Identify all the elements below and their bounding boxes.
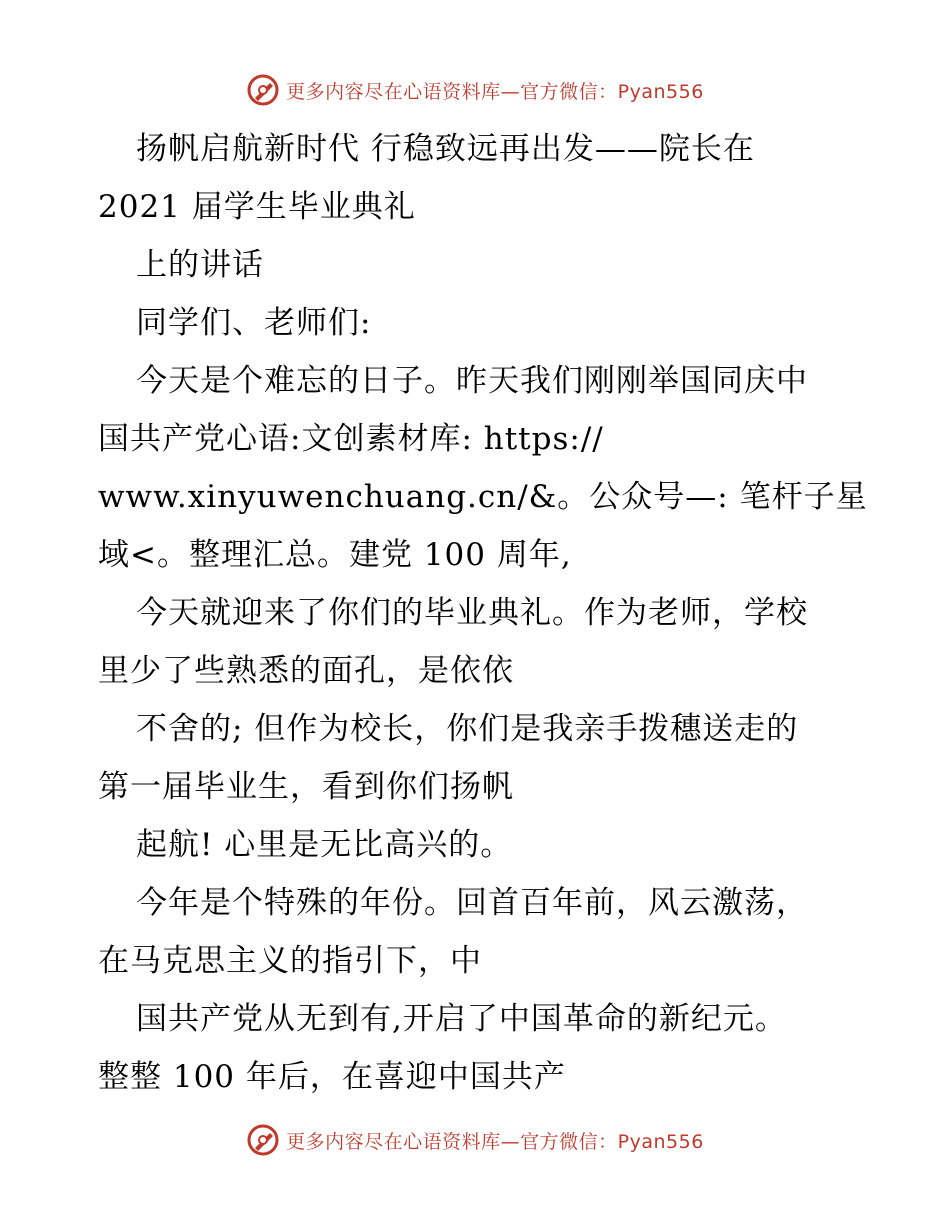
paragraph-line: 国共产党心语:文创素材库: https:// <box>98 421 604 457</box>
paragraph-line: www.xinyuwenchuang.cn/&。公众号—: 笔杆子星 <box>98 479 868 515</box>
pen-logo-icon <box>246 73 280 107</box>
paragraph-line: 今天是个难忘的日子。昨天我们刚刚举国同庆中 <box>136 363 808 399</box>
paragraph-line: 今年是个特殊的年份。回首百年前，风云激荡， <box>136 885 808 921</box>
paragraph-line: 今天就迎来了你们的毕业典礼。作为老师，学校 <box>136 595 808 631</box>
footer-watermark <box>0 1120 950 1160</box>
paragraph-line: 不舍的; 但作为校长，你们是我亲手拨穗送走的 <box>136 711 799 747</box>
paragraph-line: 起航! 心里是无比高兴的。 <box>136 827 513 863</box>
document-body <box>98 120 878 1106</box>
salutation: 同学们、老师们: <box>136 305 372 341</box>
paragraph-line: 第一届毕业生，看到你们扬帆 <box>98 769 514 805</box>
pen-logo-icon <box>246 1123 280 1157</box>
title-line-3: 上的讲话 <box>136 247 264 283</box>
paragraph-line: 里少了些熟悉的面孔，是依依 <box>98 653 514 689</box>
title-line-2: 2021 届学生毕业典礼 <box>98 189 416 225</box>
watermark-text: 更多内容尽在心语资料库—官方微信：Pyan556 <box>286 1130 704 1153</box>
paragraph-line: 在马克思主义的指引下，中 <box>98 943 482 979</box>
paragraph-line: 国共产党从无到有,开启了中国革命的新纪元。 <box>136 1001 787 1037</box>
header-watermark <box>0 70 950 110</box>
paragraph-line: 域<。整理汇总。建党 100 周年, <box>98 537 572 573</box>
title-line-1: 扬帆启航新时代 行稳致远再出发——院长在 <box>136 131 755 167</box>
paragraph-line: 整整 100 年后，在喜迎中国共产 <box>98 1059 566 1095</box>
watermark-text: 更多内容尽在心语资料库—官方微信：Pyan556 <box>286 80 704 103</box>
